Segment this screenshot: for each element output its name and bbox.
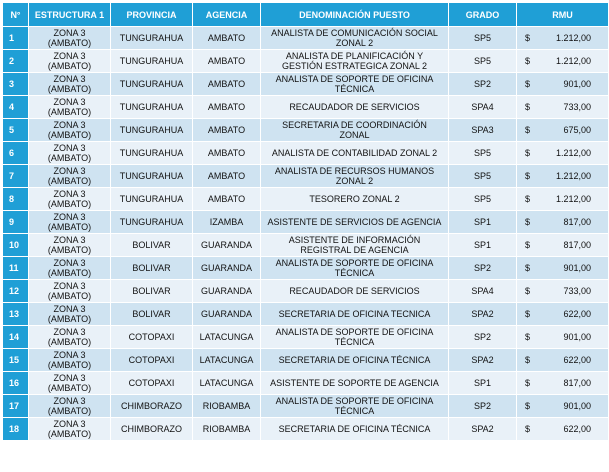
- cell-estructura: [29, 418, 111, 441]
- cell-line: TÉCNICA: [334, 268, 375, 278]
- rmu-amount: 1.212,00: [555, 171, 591, 181]
- table-row: [3, 372, 609, 395]
- table-row: [3, 280, 609, 303]
- cell-rmu: [517, 211, 609, 234]
- cell-line: (AMBATO): [47, 153, 92, 163]
- cell-denominacion-puesto: [261, 372, 449, 395]
- cell-line: ZONA 3: [53, 419, 86, 429]
- cell-denominacion-puesto: [261, 27, 449, 50]
- table-row: [3, 50, 609, 73]
- cell-line: ZONA 3: [53, 189, 86, 199]
- row-number: 9: [3, 211, 29, 234]
- cell-grado: SP5: [449, 165, 517, 188]
- row-number: 16: [3, 372, 29, 395]
- row-number: 8: [3, 188, 29, 211]
- cell-rmu: [517, 349, 609, 372]
- cell-agencia: LATACUNGA: [193, 349, 261, 372]
- cell-grado: SP5: [449, 27, 517, 50]
- cell-grado: SP2: [449, 257, 517, 280]
- rmu-amount: 817,00: [563, 217, 591, 227]
- cell-grado: SP2: [449, 395, 517, 418]
- currency-symbol: $: [525, 148, 531, 158]
- cell-line: GESTIÓN ESTRATEGICA ZONAL 2: [281, 61, 428, 71]
- row-number: 11: [3, 257, 29, 280]
- cell-line: ZONA 3: [53, 235, 86, 245]
- col-header-numero: N°: [3, 3, 29, 27]
- cell-provincia: TUNGURAHUA: [111, 211, 193, 234]
- cell-denominacion-puesto: [261, 142, 449, 165]
- cell-grado: SP2: [449, 326, 517, 349]
- table-row: [3, 188, 609, 211]
- cell-rmu: [517, 142, 609, 165]
- cell-line: (AMBATO): [47, 337, 92, 347]
- cell-provincia: TUNGURAHUA: [111, 165, 193, 188]
- cell-line: ANALISTA DE RECURSOS HUMANOS: [274, 166, 435, 176]
- row-number: 1: [3, 27, 29, 50]
- cell-estructura: [29, 234, 111, 257]
- cell-line: ZONA 3: [53, 281, 86, 291]
- cell-provincia: CHIMBORAZO: [111, 418, 193, 441]
- cell-denominacion-puesto: [261, 73, 449, 96]
- cell-rmu: [517, 119, 609, 142]
- rmu-amount: 1.212,00: [555, 148, 591, 158]
- cell-line: (AMBATO): [47, 360, 92, 370]
- cell-estructura: [29, 280, 111, 303]
- cell-provincia: BOLIVAR: [111, 234, 193, 257]
- rmu-amount: 733,00: [563, 102, 591, 112]
- row-number: 18: [3, 418, 29, 441]
- currency-symbol: $: [525, 332, 531, 342]
- cell-denominacion-puesto: [261, 349, 449, 372]
- cell-estructura: [29, 119, 111, 142]
- cell-estructura: [29, 326, 111, 349]
- cell-estructura: [29, 96, 111, 119]
- cell-line: ZONA 3: [53, 51, 86, 61]
- cell-line: ANALISTA DE SOPORTE DE OFICINA: [275, 396, 434, 406]
- cell-rmu: [517, 165, 609, 188]
- cell-denominacion-puesto: [261, 395, 449, 418]
- rmu-amount: 622,00: [563, 309, 591, 319]
- row-number: 13: [3, 303, 29, 326]
- cell-line: (AMBATO): [47, 107, 92, 117]
- currency-symbol: $: [525, 56, 531, 66]
- cell-grado: SPA3: [449, 119, 517, 142]
- cell-rmu: [517, 303, 609, 326]
- cell-agencia: AMBATO: [193, 142, 261, 165]
- cell-agencia: AMBATO: [193, 27, 261, 50]
- cell-provincia: COTOPAXI: [111, 349, 193, 372]
- currency-symbol: $: [525, 286, 531, 296]
- cell-grado: SP2: [449, 73, 517, 96]
- cell-agencia: AMBATO: [193, 50, 261, 73]
- cell-line: (AMBATO): [47, 268, 92, 278]
- cell-line: (AMBATO): [47, 222, 92, 232]
- cell-agencia: RIOBAMBA: [193, 395, 261, 418]
- cell-grado: SPA4: [449, 280, 517, 303]
- rmu-amount: 622,00: [563, 355, 591, 365]
- row-number: 15: [3, 349, 29, 372]
- cell-rmu: [517, 50, 609, 73]
- cell-grado: SPA4: [449, 96, 517, 119]
- rmu-amount: 901,00: [563, 263, 591, 273]
- currency-symbol: $: [525, 33, 531, 43]
- rmu-amount: 733,00: [563, 286, 591, 296]
- row-number: 12: [3, 280, 29, 303]
- table-row: [3, 349, 609, 372]
- row-number: 7: [3, 165, 29, 188]
- cell-agencia: IZAMBA: [193, 211, 261, 234]
- cell-line: (AMBATO): [47, 84, 92, 94]
- cell-agencia: AMBATO: [193, 119, 261, 142]
- cell-line: ZONA 3: [53, 97, 86, 107]
- cell-line: RECAUDADOR DE SERVICIOS: [289, 286, 420, 296]
- cell-line: (AMBATO): [47, 130, 92, 140]
- cell-line: (AMBATO): [47, 314, 92, 324]
- cell-provincia: TUNGURAHUA: [111, 96, 193, 119]
- cell-line: ZONA 3: [53, 166, 86, 176]
- currency-symbol: $: [525, 171, 531, 181]
- cell-agencia: AMBATO: [193, 165, 261, 188]
- rmu-amount: 817,00: [563, 240, 591, 250]
- cell-line: (AMBATO): [47, 61, 92, 71]
- cell-provincia: TUNGURAHUA: [111, 73, 193, 96]
- cell-line: ANALISTA DE CONTABILIDAD ZONAL 2: [271, 148, 438, 158]
- table-row: [3, 326, 609, 349]
- cell-rmu: [517, 27, 609, 50]
- cell-denominacion-puesto: [261, 280, 449, 303]
- rmu-amount: 1.212,00: [555, 56, 591, 66]
- row-number: 2: [3, 50, 29, 73]
- currency-symbol: $: [525, 125, 531, 135]
- currency-symbol: $: [525, 79, 531, 89]
- cell-agencia: AMBATO: [193, 188, 261, 211]
- cell-line: (AMBATO): [47, 199, 92, 209]
- rmu-amount: 901,00: [563, 79, 591, 89]
- table-row: [3, 395, 609, 418]
- cell-provincia: BOLIVAR: [111, 303, 193, 326]
- rmu-amount: 675,00: [563, 125, 591, 135]
- cell-provincia: COTOPAXI: [111, 372, 193, 395]
- table-row: [3, 418, 609, 441]
- cell-denominacion-puesto: [261, 234, 449, 257]
- currency-symbol: $: [525, 217, 531, 227]
- rmu-amount: 1.212,00: [555, 33, 591, 43]
- cell-estructura: [29, 395, 111, 418]
- cell-line: ZONA 3: [53, 304, 86, 314]
- currency-symbol: $: [525, 102, 531, 112]
- row-number: 6: [3, 142, 29, 165]
- cell-rmu: [517, 280, 609, 303]
- cell-grado: SPA2: [449, 418, 517, 441]
- cell-line: ZONA 3: [53, 28, 86, 38]
- cell-agencia: GUARANDA: [193, 280, 261, 303]
- currency-symbol: $: [525, 401, 531, 411]
- row-number: 3: [3, 73, 29, 96]
- table-row: [3, 119, 609, 142]
- currency-symbol: $: [525, 240, 531, 250]
- header-row: [3, 3, 609, 27]
- cell-line: ASISTENTE DE INFORMACIÓN: [288, 235, 421, 245]
- col-header-rmu: RMU: [517, 3, 609, 27]
- cell-provincia: BOLIVAR: [111, 257, 193, 280]
- cell-denominacion-puesto: [261, 303, 449, 326]
- cell-estructura: [29, 188, 111, 211]
- rmu-amount: 622,00: [563, 424, 591, 434]
- row-number: 10: [3, 234, 29, 257]
- cell-estructura: [29, 211, 111, 234]
- cell-provincia: TUNGURAHUA: [111, 27, 193, 50]
- table-row: [3, 211, 609, 234]
- row-number: 5: [3, 119, 29, 142]
- cell-rmu: [517, 326, 609, 349]
- cell-provincia: COTOPAXI: [111, 326, 193, 349]
- cell-line: (AMBATO): [47, 429, 92, 439]
- cell-provincia: TUNGURAHUA: [111, 188, 193, 211]
- cell-estructura: [29, 372, 111, 395]
- cell-line: ZONA 3: [53, 74, 86, 84]
- cell-estructura: [29, 165, 111, 188]
- cell-provincia: BOLIVAR: [111, 280, 193, 303]
- cell-grado: SP1: [449, 234, 517, 257]
- cell-rmu: [517, 372, 609, 395]
- cell-denominacion-puesto: [261, 96, 449, 119]
- table-row: [3, 96, 609, 119]
- cell-line: ZONA 3: [53, 143, 86, 153]
- cell-line: (AMBATO): [47, 406, 92, 416]
- currency-symbol: $: [525, 378, 531, 388]
- table-row: [3, 27, 609, 50]
- cell-line: SECRETARIA DE OFICINA TÉCNICA: [278, 355, 431, 365]
- cell-agencia: LATACUNGA: [193, 372, 261, 395]
- cell-denominacion-puesto: [261, 211, 449, 234]
- row-number: 4: [3, 96, 29, 119]
- cell-agencia: AMBATO: [193, 96, 261, 119]
- cell-rmu: [517, 96, 609, 119]
- cell-line: (AMBATO): [47, 245, 92, 255]
- cell-line: ZONA 3: [53, 373, 86, 383]
- cell-denominacion-puesto: [261, 50, 449, 73]
- cell-line: ASISTENTE DE SOPORTE DE AGENCIA: [270, 378, 439, 388]
- cell-denominacion-puesto: [261, 418, 449, 441]
- cell-rmu: [517, 188, 609, 211]
- cell-line: SECRETARIA DE OFICINA TÉCNICA: [278, 424, 431, 434]
- cell-provincia: TUNGURAHUA: [111, 119, 193, 142]
- cell-line: ZONA 3: [53, 350, 86, 360]
- cell-estructura: [29, 27, 111, 50]
- rmu-amount: 817,00: [563, 378, 591, 388]
- rmu-amount: 901,00: [563, 401, 591, 411]
- cell-line: RECAUDADOR DE SERVICIOS: [289, 102, 420, 112]
- cell-grado: SP1: [449, 372, 517, 395]
- cell-denominacion-puesto: [261, 326, 449, 349]
- cell-grado: SPA2: [449, 303, 517, 326]
- cell-line: ZONAL: [339, 130, 370, 140]
- table-row: [3, 142, 609, 165]
- cell-line: ANALISTA DE SOPORTE DE OFICINA: [275, 258, 434, 268]
- cell-line: ZONA 3: [53, 258, 86, 268]
- cell-line: (AMBATO): [47, 176, 92, 186]
- cell-line: (AMBATO): [47, 383, 92, 393]
- positions-table: [2, 2, 609, 441]
- cell-line: ZONA 3: [53, 212, 86, 222]
- cell-line: ANALISTA DE PLANIFICACIÓN Y: [285, 51, 424, 61]
- col-header-grado: GRADO: [449, 3, 517, 27]
- cell-denominacion-puesto: [261, 119, 449, 142]
- cell-line: ZONAL 2: [335, 38, 374, 48]
- row-number: 17: [3, 395, 29, 418]
- table-row: [3, 234, 609, 257]
- cell-agencia: RIOBAMBA: [193, 418, 261, 441]
- cell-line: (AMBATO): [47, 291, 92, 301]
- cell-line: ANALISTA DE SOPORTE DE OFICINA: [275, 327, 434, 337]
- cell-estructura: [29, 257, 111, 280]
- cell-estructura: [29, 73, 111, 96]
- cell-line: ANALISTA DE SOPORTE DE OFICINA: [275, 74, 434, 84]
- cell-estructura: [29, 50, 111, 73]
- cell-line: TESORERO ZONAL 2: [309, 194, 400, 204]
- cell-agencia: LATACUNGA: [193, 326, 261, 349]
- cell-line: SECRETARIA DE COORDINACIÓN: [282, 120, 427, 130]
- cell-grado: SP5: [449, 142, 517, 165]
- cell-provincia: TUNGURAHUA: [111, 50, 193, 73]
- rmu-amount: 901,00: [563, 332, 591, 342]
- rmu-amount: 1.212,00: [555, 194, 591, 204]
- cell-grado: SP1: [449, 211, 517, 234]
- cell-denominacion-puesto: [261, 188, 449, 211]
- table-row: [3, 73, 609, 96]
- cell-line: ZONA 3: [53, 120, 86, 130]
- cell-line: SECRETARIA DE OFICINA TECNICA: [278, 309, 431, 319]
- cell-denominacion-puesto: [261, 165, 449, 188]
- cell-line: ZONA 3: [53, 396, 86, 406]
- col-header-denominacion-puesto: DENOMINACIÓN PUESTO: [261, 3, 449, 27]
- cell-line: TÉCNICA: [334, 84, 375, 94]
- cell-line: TÉCNICA: [334, 337, 375, 347]
- cell-line: ZONA 3: [53, 327, 86, 337]
- currency-symbol: $: [525, 194, 531, 204]
- cell-line: REGISTRAL DE AGENCIA: [300, 245, 409, 255]
- cell-agencia: GUARANDA: [193, 257, 261, 280]
- cell-denominacion-puesto: [261, 257, 449, 280]
- col-header-agencia: AGENCIA: [193, 3, 261, 27]
- cell-rmu: [517, 234, 609, 257]
- row-number: 14: [3, 326, 29, 349]
- cell-line: (AMBATO): [47, 38, 92, 48]
- cell-agencia: AMBATO: [193, 73, 261, 96]
- table-row: [3, 165, 609, 188]
- cell-estructura: [29, 303, 111, 326]
- col-header-estructura: ESTRUCTURA 1: [29, 3, 111, 27]
- cell-estructura: [29, 142, 111, 165]
- currency-symbol: $: [525, 424, 531, 434]
- cell-line: ASISTENTE DE SERVICIOS DE AGENCIA: [267, 217, 442, 227]
- cell-provincia: CHIMBORAZO: [111, 395, 193, 418]
- cell-rmu: [517, 257, 609, 280]
- table-row: [3, 257, 609, 280]
- cell-grado: SPA2: [449, 349, 517, 372]
- cell-rmu: [517, 395, 609, 418]
- cell-line: TÉCNICA: [334, 406, 375, 416]
- table-row: [3, 303, 609, 326]
- currency-symbol: $: [525, 309, 531, 319]
- cell-grado: SP5: [449, 50, 517, 73]
- cell-line: ZONAL 2: [335, 176, 374, 186]
- currency-symbol: $: [525, 355, 531, 365]
- cell-estructura: [29, 349, 111, 372]
- cell-grado: SP5: [449, 188, 517, 211]
- cell-rmu: [517, 418, 609, 441]
- cell-agencia: GUARANDA: [193, 303, 261, 326]
- cell-line: ANALISTA DE COMUNICACIÓN SOCIAL: [271, 28, 438, 38]
- cell-rmu: [517, 73, 609, 96]
- col-header-provincia: PROVINCIA: [111, 3, 193, 27]
- currency-symbol: $: [525, 263, 531, 273]
- cell-agencia: GUARANDA: [193, 234, 261, 257]
- cell-provincia: TUNGURAHUA: [111, 142, 193, 165]
